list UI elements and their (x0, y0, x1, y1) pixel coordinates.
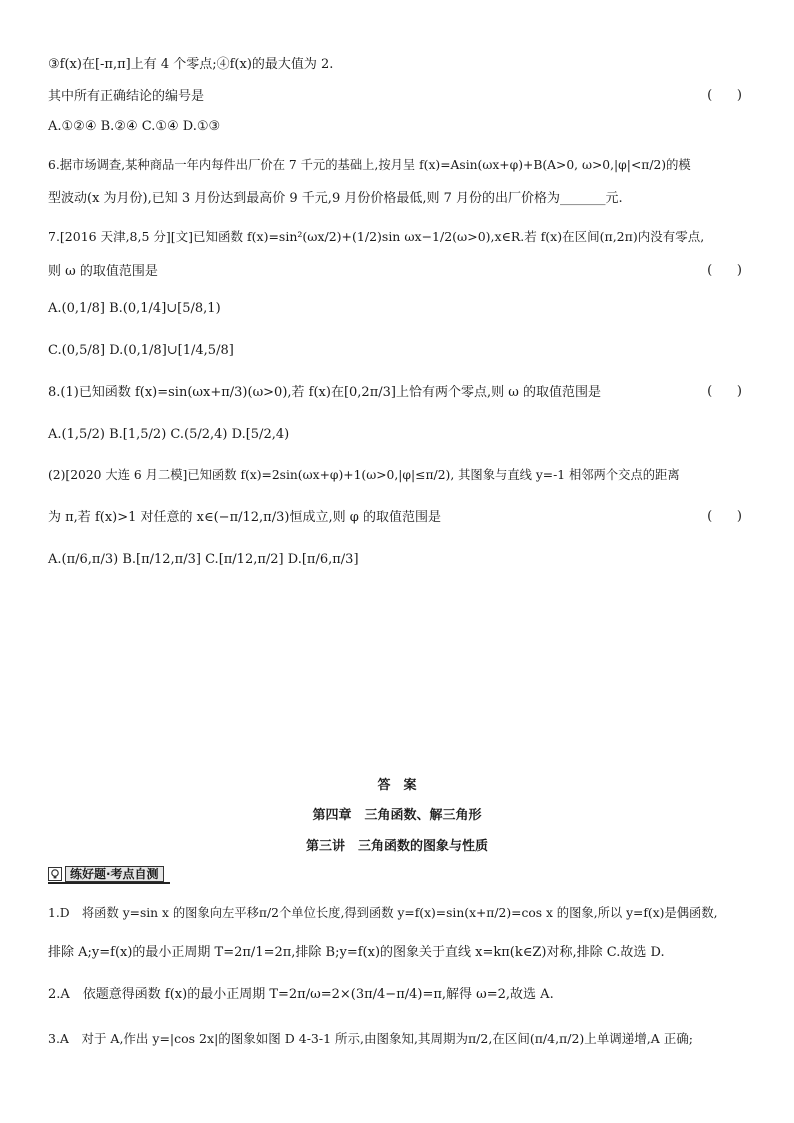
lightbulb-icon (48, 867, 62, 881)
q8-1-answer-paren: ( ) (707, 384, 742, 399)
q5-answer-paren: ( ) (707, 88, 742, 103)
q7-line2: 则 ω 的取值范围是 (48, 264, 158, 279)
q6-line2: 型波动(x 为月份),已知 3 月份达到最高价 9 千元,9 月份价格最低,则 7 月份的出厂价格为_______元. (48, 191, 623, 206)
q8-2-options: A.(π/6,π/3) B.[π/12,π/3] C.[π/12,π/2] D.[π/6,π/3] (48, 552, 359, 567)
q7-options-cd: C.(0,5/8] D.(0,1/8]∪[1/4,5/8] (48, 343, 234, 358)
q7-options-ab: A.(0,1/8] B.(0,1/4]∪[5/8,1) (48, 301, 221, 316)
section-tag (48, 866, 170, 884)
q5-line1: ③f(x)在[-π,π]上有 4 个零点;④f(x)的最大值为 2. (48, 57, 334, 72)
chapter-title: 第四章 三角函数、解三角形 (312, 808, 482, 823)
q8-2-line1: (2)[2020 大连 6 月二模]已知函数 f(x)=2sin(ωx+φ)+1(ω>0,|φ|≤π/2), 其图象与直线 y=-1 相邻两个交点的距离 (48, 468, 680, 482)
q6-line1: 6.据市场调查,某种商品一年内每件出厂价在 7 千元的基础上,按月呈 f(x)=Asin(ωx+φ)+B(A>0, ω>0,|φ|<π/2)的模 (48, 158, 691, 172)
q8-1-options: A.(1,5/2) B.[1,5/2) C.(5/2,4) D.[5/2,4) (48, 427, 290, 442)
q5-options: A.①②④ B.②④ C.①④ D.①③ (48, 119, 221, 134)
q7-line1: 7.[2016 天津,8,5 分][文]已知函数 f(x)=sin²(ωx/2)+(1/2)sin ωx−1/2(ω>0),x∈R.若 f(x)在区间(π,2π)内没有零点, (48, 229, 705, 244)
q7-answer-paren: ( ) (707, 263, 742, 278)
lecture-title: 第三讲 三角函数的图象与性质 (305, 839, 488, 854)
answer-1-line2: 排除 A;y=f(x)的最小正周期 T=2π/1=2π,排除 B;y=f(x)的图象关于直线 x=kπ(k∈Z)对称,排除 C.故选 D. (48, 945, 665, 960)
answers-heading: 答 案 (377, 778, 417, 793)
q5-line2: 其中所有正确结论的编号是 (48, 89, 205, 104)
q8-2-line2: 为 π,若 f(x)>1 对任意的 x∈(−π/12,π/3)恒成立,则 φ 的取值范围是 (48, 510, 441, 525)
section-tag-label: 练好题·考点自测 (65, 866, 164, 882)
answer-3-line: 3.A 对于 A,作出 y=|cos 2x|的图象如图 D 4-3-1 所示,由图象知,其周期为π/2,在区间(π/4,π/2)上单调递增,A 正确; (48, 1031, 693, 1046)
q8-2-answer-paren: ( ) (707, 509, 742, 524)
q8-1-line: 8.(1)已知函数 f(x)=sin(ωx+π/3)(ω>0),若 f(x)在[0,2π/3]上恰有两个零点,则 ω 的取值范围是 (48, 385, 601, 400)
answer-1-line1: 1.D 将函数 y=sin x 的图象向左平移π/2个单位长度,得到函数 y=f(x)=sin(x+π/2)=cos x 的图象,所以 y=f(x)是偶函数, (48, 906, 718, 920)
answer-2-line: 2.A 依题意得函数 f(x)的最小正周期 T=2π/ω=2×(3π/4−π/4)=π,解得 ω=2,故选 A. (48, 987, 554, 1002)
